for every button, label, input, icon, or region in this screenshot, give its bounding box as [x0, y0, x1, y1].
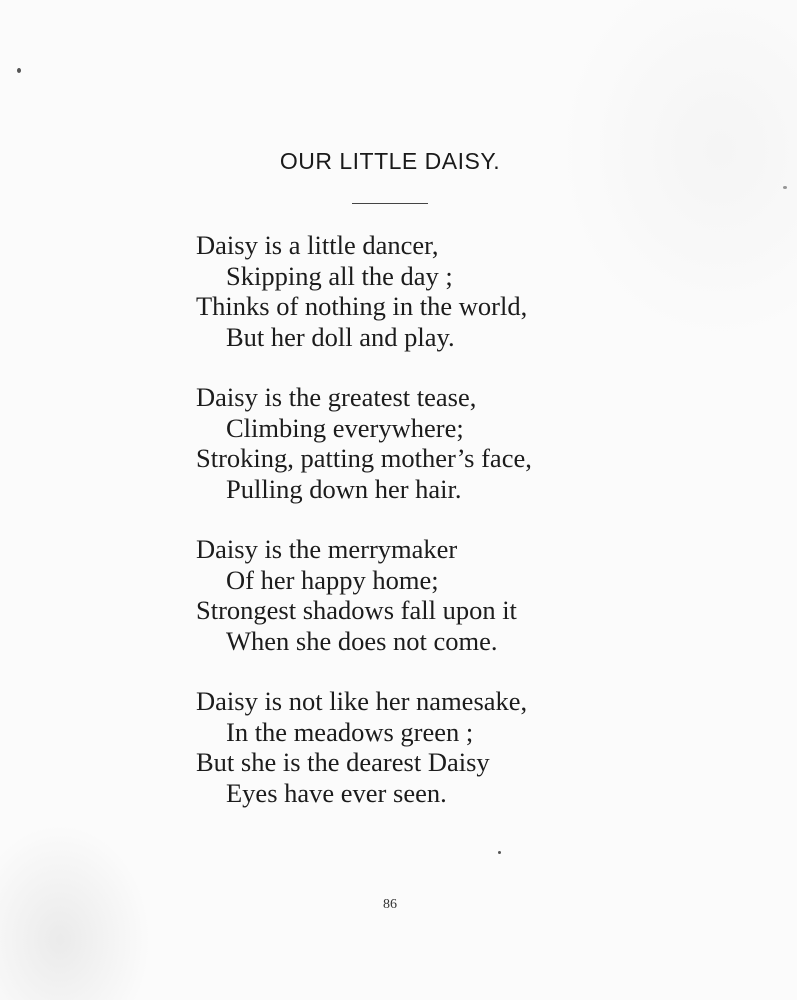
- poem-line: Of her happy home;: [226, 564, 439, 595]
- poem-line: In the meadows green ;: [226, 716, 474, 747]
- poem-line: Daisy is not like her namesake,: [196, 686, 528, 716]
- poem-line: Stroking, patting mother’s face,: [196, 443, 532, 473]
- page-number: 86: [383, 897, 397, 912]
- ink-speck: [783, 186, 787, 189]
- poem-line: Eyes have ever seen.: [226, 777, 447, 808]
- poem-line: Skipping all the day ;: [226, 260, 453, 291]
- poem-line: Climbing everywhere;: [226, 412, 464, 443]
- title-divider: [352, 203, 428, 204]
- poem-line: Pulling down her hair.: [226, 473, 462, 504]
- stanza-4: [196, 686, 527, 808]
- stanza-3: [196, 534, 517, 656]
- poem-line: Daisy is the merrymaker: [196, 534, 458, 564]
- ink-speck: [498, 851, 501, 854]
- poem-title: OUR LITTLE DAISY.: [279, 148, 501, 174]
- poem-line: Thinks of nothing in the world,: [196, 291, 528, 321]
- poem-line: But her doll and play.: [226, 321, 455, 352]
- poem-line: Strongest shadows fall upon it: [196, 595, 517, 625]
- poem-line: But she is the dearest Daisy: [196, 747, 490, 777]
- stanza-1: [196, 230, 527, 352]
- poem-line: Daisy is the greatest tease,: [196, 382, 477, 412]
- stanza-2: [196, 382, 532, 504]
- poem-line: Daisy is a little dancer,: [196, 230, 439, 260]
- poem-line: When she does not come.: [226, 625, 498, 656]
- ink-speck: [17, 68, 21, 73]
